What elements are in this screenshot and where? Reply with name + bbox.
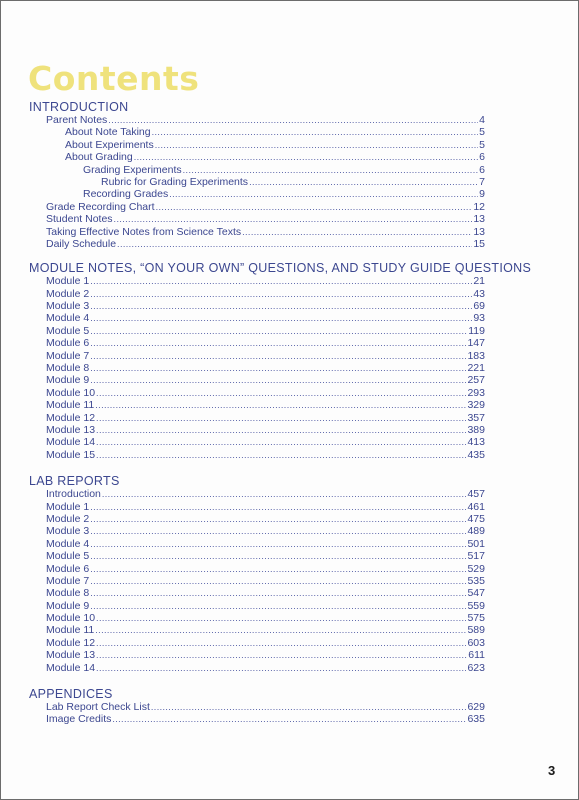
toc-entry: Module 13 ..... 611 [29,649,485,661]
toc-entry: Grade Recording Chart ..... 12 [29,201,485,213]
toc-entry: Module 6 ..... 147 [29,337,485,349]
toc-entry: Module 1 ..... 21 [29,275,485,287]
toc-entry: Module 2 ..... 43 [29,288,485,300]
toc-entry: Parent Notes ..... 4 [29,114,485,126]
toc-entry: Module 4 ..... 501 [29,538,485,550]
toc-entry: Daily Schedule ..... 15 [29,238,485,250]
section-heading-lab-reports: LAB REPORTS [29,474,120,489]
section-heading-module-notes: MODULE NOTES, “ON YOUR OWN” QUESTIONS, AND STUDY GUIDE QUESTIONS [29,261,532,276]
toc-entry: Module 2 ..... 475 [29,513,485,525]
toc-entry: Module 15 ..... 435 [29,449,485,461]
toc-entry: Module 6 ..... 529 [29,563,485,575]
toc-entry: Module 8 ..... 547 [29,587,485,599]
toc-entry: Module 5 ..... 119 [29,325,485,337]
toc-entry: Module 14 ..... 413 [29,436,485,448]
toc-entry: Recording Grades ..... 9 [29,188,485,200]
section-heading-appendices: APPENDICES [29,687,113,702]
toc-entry: Image Credits ..... 635 [29,713,485,725]
toc-entry: Introduction ..... 457 [29,488,485,500]
toc-entry: Module 3 ..... 69 [29,300,485,312]
toc-entry: Module 11 ..... 329 [29,399,485,411]
toc-entry: Module 7 ..... 183 [29,350,485,362]
toc-entry: Student Notes ..... 13 [29,213,485,225]
toc-entry: Module 9 ..... 559 [29,600,485,612]
toc-entry: Module 7 ..... 535 [29,575,485,587]
toc-entry: Module 8 ..... 221 [29,362,485,374]
toc-entry: Module 10 ..... 575 [29,612,485,624]
page-title: Contents [28,59,200,98]
toc-entry: Module 11 ..... 589 [29,624,485,636]
toc-entry: Module 12 ..... 603 [29,637,485,649]
toc-entry: Taking Effective Notes from Science Texts ..... 13 [29,226,485,238]
toc-entry: About Note Taking ..... 5 [29,126,485,138]
page-number: 3 [548,763,556,778]
toc-entry: Rubric for Grading Experiments ..... 7 [29,176,485,188]
toc-entry: Module 14 ..... 623 [29,662,485,674]
toc-entry: Module 13 ..... 389 [29,424,485,436]
toc-entry: Module 3 ..... 489 [29,525,485,537]
toc-entry: Module 5 ..... 517 [29,550,485,562]
table-of-contents [29,100,532,726]
toc-entry: About Grading ..... 6 [29,151,485,163]
toc-entry: Module 9 ..... 257 [29,374,485,386]
section-heading-introduction: INTRODUCTION [29,100,129,114]
toc-entry: Grading Experiments ..... 6 [29,164,485,176]
toc-entry: Module 12 ..... 357 [29,412,485,424]
toc-entry: Module 10 ..... 293 [29,387,485,399]
toc-entry: Lab Report Check List ..... 629 [29,701,485,713]
toc-entry: Module 1 ..... 461 [29,501,485,513]
toc-entry: About Experiments ..... 5 [29,139,485,151]
toc-entry: Module 4 ..... 93 [29,312,485,324]
